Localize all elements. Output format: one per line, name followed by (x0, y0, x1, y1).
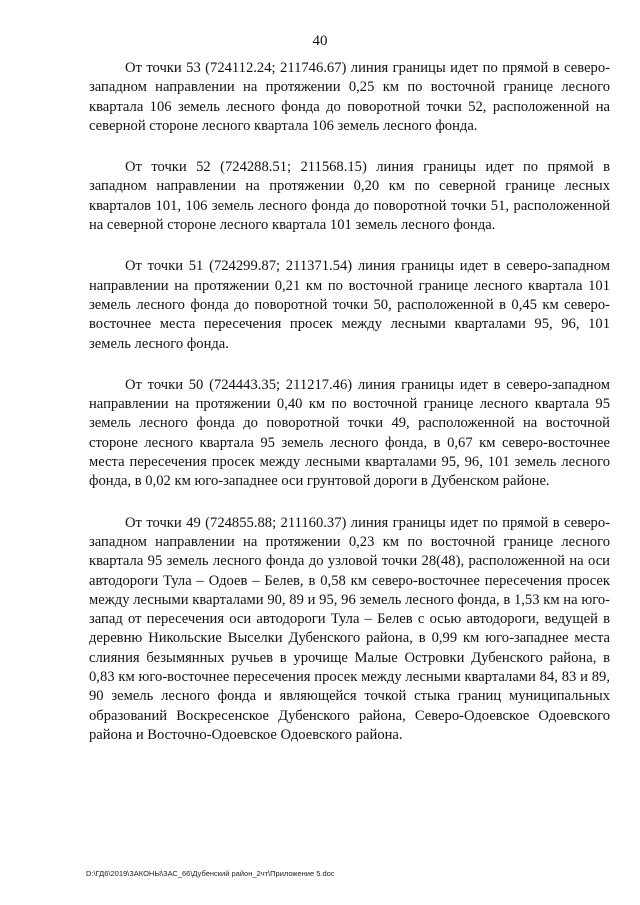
paragraph-point-52: От точки 52 (724288.51; 211568.15) линия границы идет по прямой в западном направлении на протяжении 0,20 км по северной границе лесных кварталов 101, 106 земель лесного фонда до поворотной точки 51, расположенной на северной стороне лесного квартала 101 земель лесного фонда. (89, 159, 610, 234)
document-body (89, 59, 610, 767)
page-number: 40 (312, 33, 328, 49)
footer-file-path: D:\ГД6\2019\ЗАКОНЫ\ЗАС_66\Дубенский район_2чт\Приложение 5.doc (86, 869, 335, 878)
paragraph-point-51: От точки 51 (724299.87; 211371.54) линия границы идет в северо-западном направлении на протяжении 0,21 км по восточной границе лесного квартала 101 земель лесного фонда до поворотной точки 50, расположенной в 0,45 км северо-восточнее места пересечения просек между лесными кварталами 95, 96, 101 земель лесного фонда. (89, 258, 610, 352)
paragraph-point-50: От точки 50 (724443.35; 211217.46) линия границы идет в северо-западном направлении на протяжении 0,40 км по восточной границе лесного квартала 95 земель лесного фонда до поворотной точки 49, расположенной на восточной стороне лесного квартала 95 земель лесного фонда, в 0,67 км северо-восточнее места пересечения просек между лесными кварталами 95, 96, 101 земель лесного фонда, в 0,02 км юго-западнее оси грунтовой дороги в Дубенском районе. (89, 376, 610, 490)
paragraph-point-49: От точки 49 (724855.88; 211160.37) линия границы идет по прямой в северо-западном направлении на протяжении 0,23 км по восточной границе лесного квартала 95 земель лесного фонда до узловой точки 28(48), расположенной на оси автодороги Тула – Одоев – Белев, в 0,58 км северо-восточнее пересечения просек между лесными кварталами 90, 89 и 95, 96 земель лесного фонда, в 1,53 км на юго-запад от пересечения оси автодороги Тула – Белев с осью автодороги, ведущей в деревню Никольские Выселки Дубенского района, в 0,99 км юго-западнее места слияния безымянных ручьев в урочище Малые Островки Дубенского района, в 0,83 км юго-восточнее пересечения просек между лесными кварталами 84, 83 и 89, 90 земель лесного фонда и являющейся точкой стыка границ муниципальных образований Воскресенское Дубенского района, Северо-Одоевское Одоевского района и Восточно-Одоевское Одоевского района. (89, 514, 610, 743)
paragraph-point-53: От точки 53 (724112.24; 211746.67) линия границы идет по прямой в северо-западном направлении на протяжении 0,25 км по восточной границе лесного квартала 106 земель лесного фонда до поворотной точки 52, расположенной на северной стороне лесного квартала 106 земель лесного фонда. (89, 60, 610, 134)
